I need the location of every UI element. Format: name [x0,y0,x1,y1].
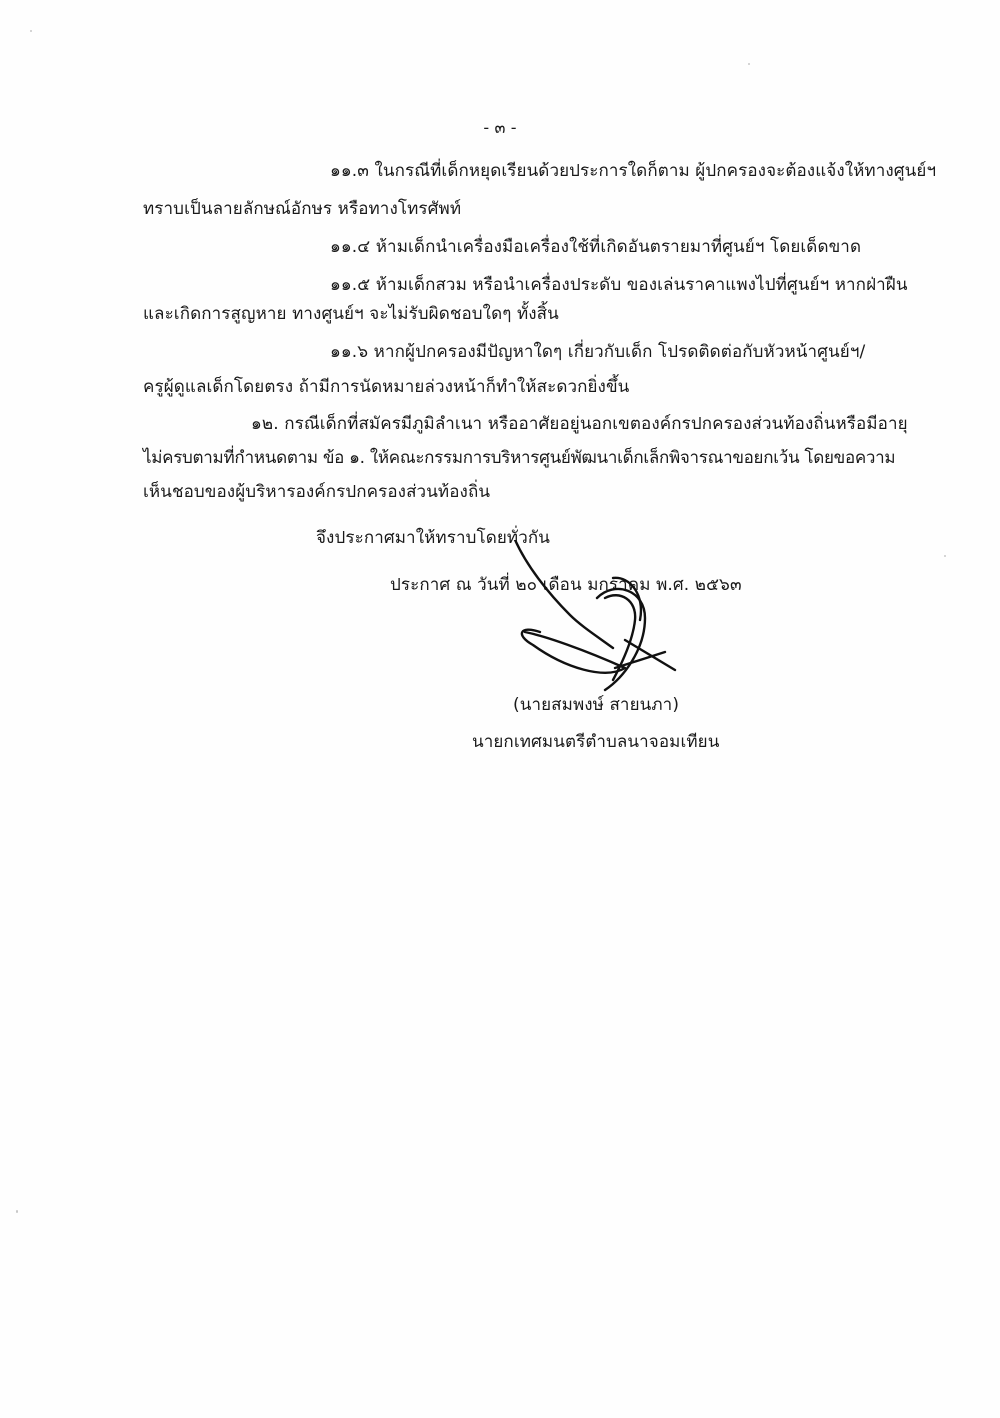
page-number: - ๓ - [483,118,517,137]
paragraph-12-line-3: เห็นชอบของผู้บริหารองค์กรปกครองส่วนท้องถิ่น [143,482,491,502]
signatory-name: (นายสมพงษ์ สายนภา) [513,695,680,715]
scan-speck [748,63,750,65]
handwritten-signature [505,540,695,700]
scan-speck [30,30,32,32]
signatory-title: นายกเทศมนตรีตำบลนาจอมเทียน [472,732,720,752]
scan-speck [944,555,946,557]
paragraph-11-5-line-1: ๑๑.๕ ห้ามเด็กสวม หรือนำเครื่องประดับ ของเล่นราคาแพงไปที่ศูนย์ฯ หากฝ่าฝืน [330,275,908,295]
paragraph-12-line-2: ไม่ครบตามที่กำหนดตาม ข้อ ๑. ให้คณะกรรมการบริหารศูนย์พัฒนาเด็กเล็กพิจารณาขอยกเว้น โดยขอความ [143,448,896,468]
paragraph-12-line-1: ๑๒. กรณีเด็กที่สมัครมีภูมิลำเนา หรืออาศัยอยู่นอกเขตองค์กรปกครองส่วนท้องถิ่นหรือมีอายุ [251,414,908,434]
paragraph-11-5-line-2: และเกิดการสูญหาย ทางศูนย์ฯ จะไม่รับผิดชอบใดๆ ทั้งสิ้น [143,304,559,324]
scan-speck [16,1210,18,1213]
announcement-closing: จึงประกาศมาให้ทราบโดยทั่วกัน [316,528,550,548]
paragraph-11-3-line-2: ทราบเป็นลายลักษณ์อักษร หรือทางโทรศัพท์ [143,199,462,219]
paragraph-11-3-line-1: ๑๑.๓ ในกรณีที่เด็กหยุดเรียนด้วยประการใดก็ตาม ผู้ปกครองจะต้องแจ้งให้ทางศูนย์ฯ [330,161,937,181]
paragraph-11-6-line-2: ครูผู้ดูแลเด็กโดยตรง ถ้ามีการนัดหมายล่วงหน้าก็ทำให้สะดวกยิ่งขึ้น [143,377,630,397]
announcement-date: ประกาศ ณ วันที่ ๒๐ เดือน มกราคม พ.ศ. ๒๕๖๓ [390,575,742,595]
paragraph-11-4: ๑๑.๔ ห้ามเด็กนำเครื่องมือเครื่องใช้ที่เกิดอันตรายมาที่ศูนย์ฯ โดยเด็ดขาด [330,237,862,257]
paragraph-11-6-line-1: ๑๑.๖ หากผู้ปกครองมีปัญหาใดๆ เกี่ยวกับเด็ก โปรดติดต่อกับหัวหน้าศูนย์ฯ/ [330,342,866,362]
